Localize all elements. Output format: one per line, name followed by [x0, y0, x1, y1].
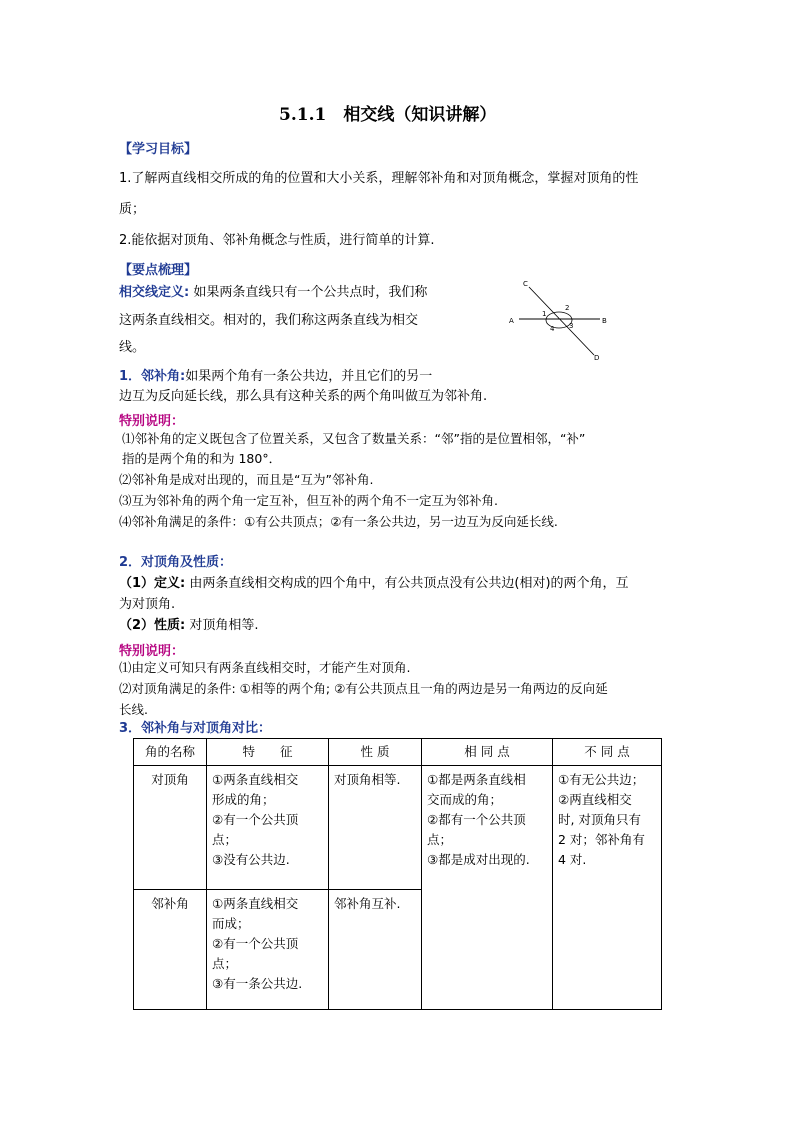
header-property: 性 质 — [329, 739, 422, 766]
point-1-label: 1．邻补角: — [119, 369, 186, 384]
row2-name: 邻补角 — [134, 890, 207, 1010]
point-2-property-text: 对顶角相等. — [185, 618, 259, 633]
point-2-definition-text: 由两条直线相交构成的四个角中，有公共顶点没有公共边(相对)的两个角，互 — [185, 576, 629, 591]
line-cd — [529, 287, 594, 355]
definition-label: 相交线定义: — [119, 285, 190, 300]
label-b: B — [602, 317, 607, 325]
point-2-heading: 2．对顶角及性质： — [119, 555, 233, 570]
note-2-2-line-1: ⑵对顶角满足的条件: ①相等的两个角; ②有公共顶点且一角的两边是另一角两边的反向延 — [119, 681, 608, 696]
definition-line-2: 这两条直线相交。相对的，我们称这两条直线为相交 — [119, 313, 419, 328]
angle-label-4: 4 — [550, 325, 555, 333]
note-2: ⑵邻补角是成对出现的，而且是“互为”邻补角. — [119, 472, 374, 487]
goal-1-line-2: 质； — [119, 202, 146, 217]
table-row — [134, 766, 662, 890]
definition-text: 如果两条直线只有一个公共点时，我们称 — [189, 285, 428, 300]
goal-2: 2.能依据对顶角、邻补角概念与性质，进行简单的计算. — [119, 233, 435, 248]
page-title: 5.1.1 相交线（知识讲解） — [279, 105, 497, 125]
section-goals-heading: 【学习目标】 — [119, 142, 198, 157]
label-c: C — [523, 280, 528, 288]
row2-property: 邻补角互补. — [329, 890, 422, 1010]
point-1-line-1 — [119, 370, 432, 384]
note-2-1: ⑴由定义可知只有两条直线相交时，才能产生对顶角. — [119, 660, 411, 675]
point-2-property — [119, 619, 259, 633]
special-note-2-heading: 特别说明： — [119, 644, 185, 659]
row1-property: 对顶角相等. — [329, 766, 422, 890]
row2-feature: ①两条直线相交 而成； ②有一个公共顶 点； ③有一条公共边. — [207, 890, 329, 1010]
note-3: ⑶互为邻补角的两个角一定互补，但互补的两个角不一定互为邻补角. — [119, 493, 498, 508]
point-2-definition-line-2: 为对顶角. — [119, 597, 176, 612]
point-1-line-2: 边互为反向延长线，那么具有这种关系的两个角叫做互为邻补角. — [119, 389, 488, 404]
row1-name: 对顶角 — [134, 766, 207, 890]
point-2-definition-label: （1）定义: — [119, 576, 186, 591]
note-1-line-2: 指的是两个角的和为 180°． — [122, 451, 282, 466]
comparison-table — [133, 738, 662, 1010]
point-2-definition-line-1 — [119, 577, 629, 591]
point-1-text: 如果两个角有一条公共边，并且它们的另一 — [185, 369, 433, 384]
diff-points: ①有无公共边； ②两直线相交 时, 对顶角只有 2 对；邻补角有 4 对. — [553, 766, 662, 1010]
definition-line-3: 线。 — [119, 340, 146, 355]
note-4: ⑷邻补角满足的条件：①有公共顶点；②有一条公共边，另一边互为反向延长线. — [119, 514, 558, 529]
row1-feature: ①两条直线相交 形成的角； ②有一个公共顶 点； ③没有公共边. — [207, 766, 329, 890]
angle-label-3: 3 — [569, 322, 574, 330]
note-1-line-1: ⑴邻补角的定义既包含了位置关系，又包含了数量关系：“邻”指的是位置相邻，“补” — [122, 431, 586, 446]
header-name: 角的名称 — [134, 739, 207, 766]
header-same: 相 同 点 — [422, 739, 553, 766]
angle-label-2: 2 — [565, 304, 570, 312]
header-feature: 特 征 — [207, 739, 329, 766]
point-3-heading: 3．邻补角与对顶角对比： — [119, 721, 272, 736]
note-2-2-line-2: 长线. — [119, 702, 148, 717]
point-2-property-label: （2）性质: — [119, 618, 186, 633]
intersecting-lines-figure — [505, 276, 615, 364]
header-diff: 不 同 点 — [553, 739, 662, 766]
angle-label-1: 1 — [542, 310, 547, 318]
special-note-1-heading: 特别说明： — [119, 414, 185, 429]
label-d: D — [594, 354, 600, 362]
goal-1-line-1: 1.了解两直线相交所成的角的位置和大小关系，理解邻补角和对顶角概念，掌握对顶角的性 — [119, 171, 639, 186]
table-header-row — [134, 739, 662, 766]
section-points-heading: 【要点梳理】 — [119, 263, 198, 278]
definition-line-1 — [119, 286, 427, 300]
same-points: ①都是两条直线相 交而成的角； ②都有一个公共顶 点； ③都是成对出现的. — [422, 766, 553, 1010]
label-a: A — [509, 317, 514, 325]
